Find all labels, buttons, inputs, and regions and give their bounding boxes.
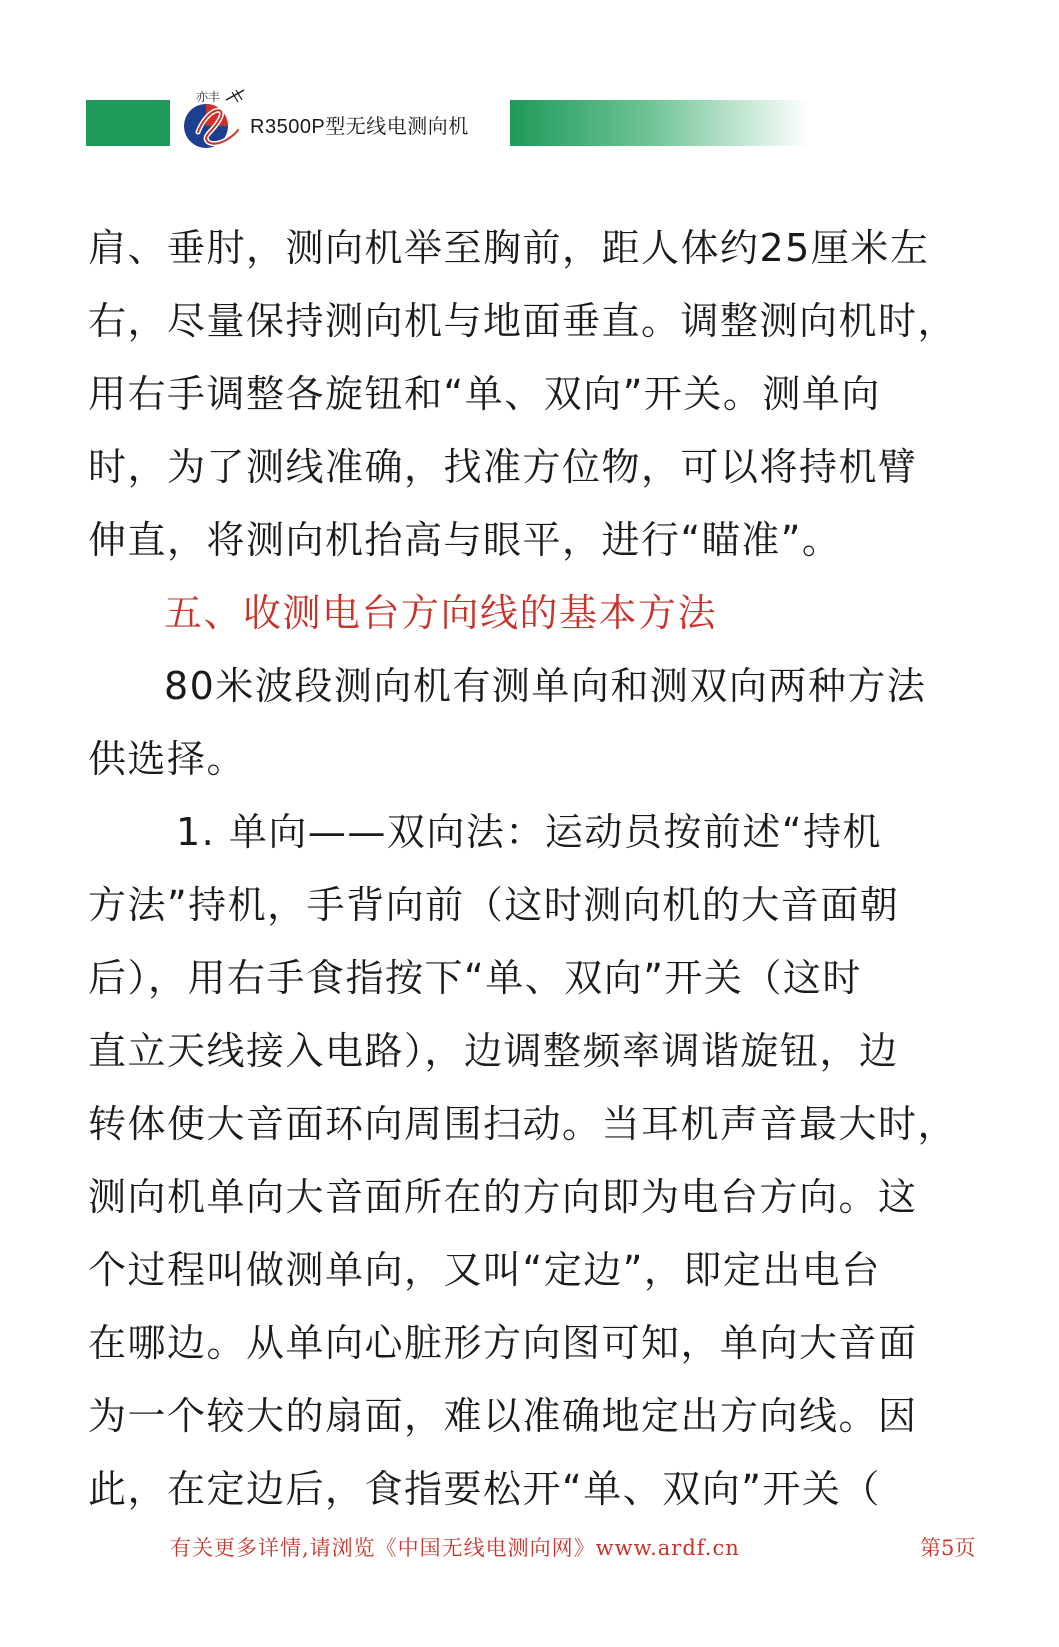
method-line: 此，在定边后，食指要松开“单、双向”开关（ <box>88 1467 881 1511</box>
product-title: R3500P型无线电测向机 <box>250 116 469 138</box>
method-line: 直立天线接入电路），边调整频率调谐旋钮，边 <box>88 1029 899 1073</box>
logo-text: 亦丰 <box>196 90 221 104</box>
body-line: 伸直，将测向机抬高与眼平，进行“瞄准”。 <box>88 518 842 562</box>
footer-link-text: 有关更多详情,请浏览《中国无线电测向网》www.ardf.cn <box>170 1536 740 1560</box>
body-line: 右，尽量保持测向机与地面垂直。调整测向机时， <box>88 299 958 343</box>
method-line: 测向机单向大音面所在的方向即为电台方向。这 <box>88 1175 918 1219</box>
body-line: 用右手调整各旋钮和“单、双向”开关。测单向 <box>88 372 881 416</box>
body-line: 时，为了测线准确，找准方位物，可以将持机臂 <box>88 445 918 489</box>
method-line: 方法”持机，手背向前（这时测向机的大音面朝 <box>88 883 900 927</box>
method-line: 转体使大音面环向周围扫动。当耳机声音最大时， <box>88 1102 958 1146</box>
method-line: 个过程叫做测单向，又叫“定边”，即定出电台 <box>88 1248 881 1292</box>
page-number: 第5页 <box>920 1536 976 1560</box>
method-line: 后），用右手食指按下“单、双向”开关（这时 <box>88 956 862 1000</box>
header-green-bar-right <box>510 100 810 146</box>
method-line: 1. 单向——双向法：运动员按前述“持机 <box>176 810 883 854</box>
section-heading: 五、收测电台方向线的基本方法 <box>164 591 718 635</box>
method-line: 为一个较大的扇面，难以准确地定出方向线。因 <box>88 1394 918 1438</box>
method-line: 在哪边。从单向心脏形方向图可知，单向大音面 <box>88 1321 918 1365</box>
body-line: 肩、垂肘，测向机举至胸前，距人体约25厘米左 <box>88 226 930 270</box>
intro-line: 供选择。 <box>88 737 247 781</box>
document-body <box>88 212 1008 1526</box>
intro-line: 80米波段测向机有测单向和测双向两种方法 <box>164 664 927 708</box>
page-header <box>0 92 1059 152</box>
header-green-bar-left <box>86 100 170 146</box>
